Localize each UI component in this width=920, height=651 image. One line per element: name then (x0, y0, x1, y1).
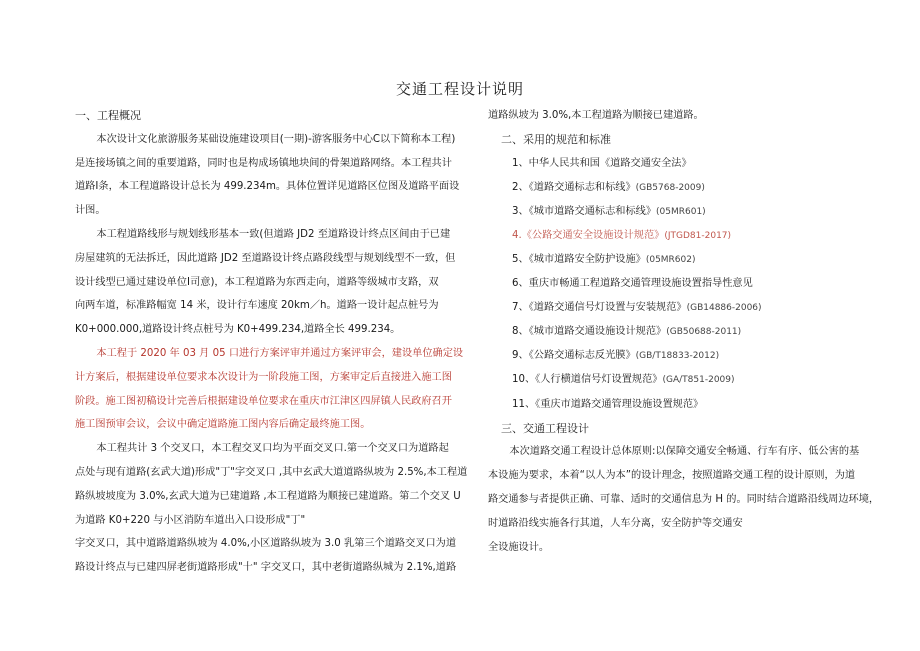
paragraph-design-principles: 本次道路交通工程设计总体原则:以保障交通安全畅通、行车有序、低公害的基 本设施为要求，本着“以人为本”的设计理念，按照道路交通工程的设计原则，为道 路交通参与者提供正确、可靠、适时的交通信息为 H 的。同时结合道路沿线周边环境， 时道路沿线实施各行其道，人车分离，安全防护等交通安 全设施设计。 (488, 446, 880, 553)
list-item: 5、《城市道路安全防护设施》(05MR602) (512, 253, 696, 265)
list-item: 10、《人行横道信号灯设置规范》(GA/T851-2009) (512, 374, 735, 386)
section-heading-standards: 二、采用的规范和标准 (501, 132, 611, 146)
standards-list (488, 152, 906, 417)
list-item: 4.《公路交通安全设施设计规范》(JTGD81-2017) (512, 229, 732, 241)
page-title: 交通工程设计说明 (395, 80, 524, 98)
left-column (75, 104, 480, 580)
list-item: 6、重庆市畅通工程道路交通管理设施设置指导性意见 (512, 278, 753, 290)
paragraph-project-summary: 本次设计文化旅游服务某础设施建设项目(一期)-游客服务中心C以下简称本工程) 是连接场镇之间的重要道路，同时也是构成场镇地块间的骨架道路网络。本工程共计 道路Ⅰ条，本工程道路设计总长为 499.234m。具体位置详见道路区位图及道路平面设 计图。 (75, 133, 460, 217)
paragraph-review-notes: 本工程于 2020 年 03 月 05 口进行方案评审并通过方案评审会，建设单位确定设 计方案后，根据建设单位要求本次设计为一阶段施工图，方案审定后直接进入施工图 阶段。施工图初稿设计完善后根据建设单位要求在重庆市江津区四屏镇人民政府召开 施工图预审会议，会议中确定道路施工图内容后确定最终施工图。 (75, 347, 464, 431)
section-heading-design: 三、交通工程设计 (501, 421, 589, 435)
paragraph-continuation: 道路纵坡为 3.0%,本工程道路为顺接已建道路。 (488, 110, 704, 121)
list-item: 2、《道路交通标志和标线》(GB5768-2009) (512, 181, 705, 193)
paragraph-alignment: 本工程道路线形与规划线形基本一致(但道路 JD2 至道路设计终点区间由于已建 房屋建筑的无法拆迁，因此道路 JD2 至道路设计终点路段线型与规划线型不一致，但 设计线型已通过建设单位Ⅰ司意)，本工程道路为东西走向，道路等级城市支路，双 向两车道，标准路幅宽 14 米，设计行车速度 20km／h。道路一设计起点桩号为 K0+000.000,道路设计终点桩号为 K0+499.234,道路全长 499.234。 (75, 228, 456, 336)
list-item: 11、《重庆市道路交通管理设施设置规范》 (512, 398, 704, 410)
list-item: 3、《城市道路交通标志和标线》(05MR601) (512, 205, 706, 217)
paragraph-intersections: 本工程共计 3 个交叉口，本工程交叉口均为平面交叉口.第一个交叉口为道路起 点处与现有道路(玄武大道)形成"丁"字交叉口 ,其中玄武大道道路纵坡为 2.5%,本工程道 路纵坡坡度为 3.0%,玄武大道为已建道路 ,本工程道路为顺接已建道路。第二个交叉 U 为道路 K0+220 与小区消防车道出入口设形成"丁" (75, 443, 468, 526)
right-column (488, 104, 906, 559)
list-item: 8、《城市道路交通设施设计规范》(GB50688-2011) (512, 326, 742, 338)
list-item: 1、中华人民共和国《道路交通安全法》 (512, 157, 692, 169)
list-item: 9、《公路交通标志反光膜》(GB/T18833-2012) (512, 350, 720, 362)
paragraph-intersections-cont: 字交叉口，其中道路道路纵坡为 4.0%,小区道路纵坡为 3.0 乳第三个道路交叉口为道 路设计终点与已建四屏老街道路形成"十" 字交叉口，其中老街道路纵城为 2.1%,道路 (75, 538, 457, 574)
section-heading-overview: 一、工程概况 (75, 109, 141, 122)
list-item: 7、《道路交通信号灯设置与安装规范》(GB14886-2006) (512, 302, 762, 314)
